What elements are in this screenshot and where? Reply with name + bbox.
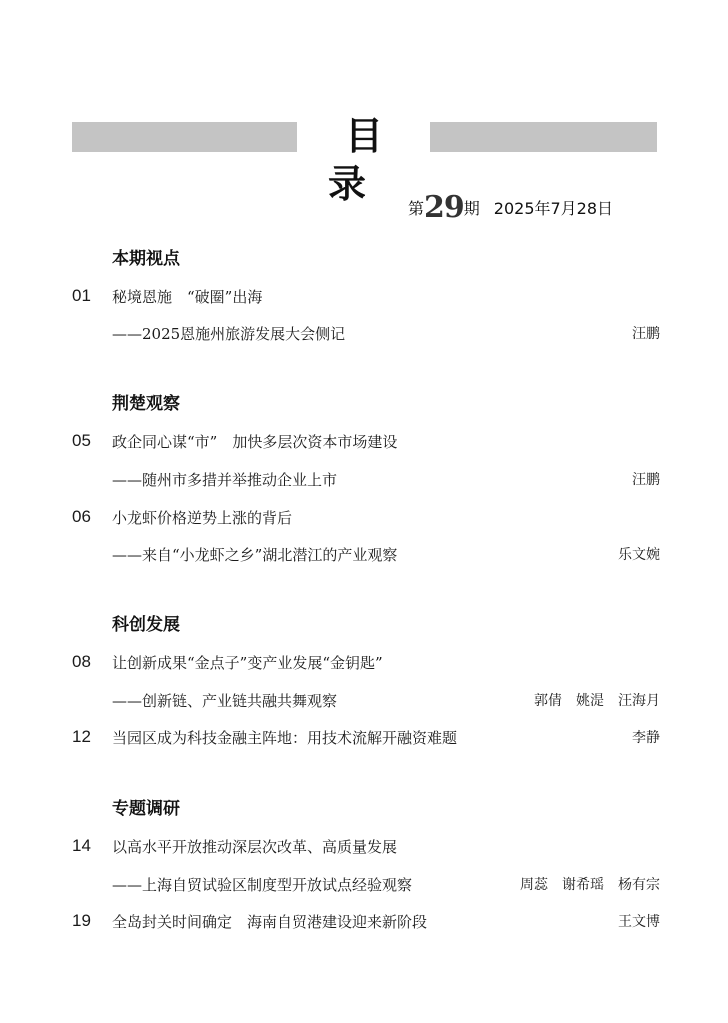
entry-title: 政企同心谋“市” 加快多层次资本市场建设 bbox=[112, 433, 398, 451]
toc-entry[interactable] bbox=[70, 911, 660, 933]
entry-author: 周蕊 谢希瑶 杨有宗 bbox=[520, 877, 660, 893]
entry-subtitle: ——上海自贸试验区制度型开放试点经验观察 bbox=[112, 876, 413, 894]
entry-title: 让创新成果“金点子”变产业发展“金钥匙” bbox=[112, 654, 383, 672]
toc-entry-subtitle-row bbox=[70, 323, 660, 345]
toc-entry[interactable] bbox=[70, 507, 660, 529]
issue-suffix: 期 bbox=[463, 199, 480, 218]
toc-entry[interactable] bbox=[70, 431, 660, 453]
issue-date: 2025年7月28日 bbox=[493, 199, 614, 218]
entry-page: 19 bbox=[72, 911, 91, 930]
entry-title: 以高水平开放推动深层次改革、高质量发展 bbox=[112, 838, 398, 856]
entry-title: 秘境恩施 “破圈”出海 bbox=[112, 288, 263, 306]
toc-entry[interactable] bbox=[70, 727, 660, 749]
entry-title: 当园区成为科技金融主阵地：用技术流解开融资难题 bbox=[112, 729, 458, 747]
issue-prefix: 第 bbox=[408, 199, 425, 218]
section-title: 荆楚观察 bbox=[112, 394, 180, 414]
entry-subtitle: ——2025恩施州旅游发展大会侧记 bbox=[112, 325, 346, 343]
toc-entry[interactable] bbox=[70, 652, 660, 674]
toc-entry[interactable] bbox=[70, 836, 660, 858]
toc-entry-subtitle-row bbox=[70, 690, 660, 712]
toc-entry-subtitle-row bbox=[70, 874, 660, 896]
entry-page: 08 bbox=[72, 652, 91, 671]
entry-subtitle: ——随州市多措并举推动企业上市 bbox=[112, 471, 338, 489]
toc-entry[interactable] bbox=[70, 286, 660, 308]
toc-entry-subtitle-row bbox=[70, 469, 660, 491]
page-title: 目录 bbox=[327, 114, 417, 206]
title-bar-right bbox=[430, 122, 657, 152]
entry-page: 01 bbox=[72, 286, 91, 305]
entry-page: 14 bbox=[72, 836, 91, 855]
entry-author: 王文博 bbox=[618, 914, 660, 930]
entry-title: 小龙虾价格逆势上涨的背后 bbox=[112, 509, 293, 527]
entry-title: 全岛封关时间确定 海南自贸港建设迎来新阶段 bbox=[112, 913, 428, 931]
entry-subtitle: ——来自“小龙虾之乡”湖北潜江的产业观察 bbox=[112, 546, 398, 564]
title-bar-left bbox=[72, 122, 297, 152]
entry-subtitle: ——创新链、产业链共融共舞观察 bbox=[112, 692, 338, 710]
entry-author: 郭倩 姚湜 汪海月 bbox=[534, 693, 660, 709]
issue-number: 29 bbox=[424, 190, 464, 225]
toc-title-banner bbox=[72, 114, 657, 206]
entry-author: 乐文婉 bbox=[618, 547, 660, 563]
toc-entry-subtitle-row bbox=[70, 544, 660, 566]
entry-author: 汪鹏 bbox=[632, 472, 660, 488]
section-title: 专题调研 bbox=[112, 799, 180, 819]
entry-page: 12 bbox=[72, 727, 91, 746]
entry-author: 汪鹏 bbox=[632, 326, 660, 342]
section-title: 本期视点 bbox=[112, 249, 180, 269]
entry-page: 05 bbox=[72, 431, 91, 450]
issue-info bbox=[408, 190, 613, 225]
section-title: 科创发展 bbox=[112, 615, 180, 635]
entry-author: 李静 bbox=[632, 730, 660, 746]
entry-page: 06 bbox=[72, 507, 91, 526]
